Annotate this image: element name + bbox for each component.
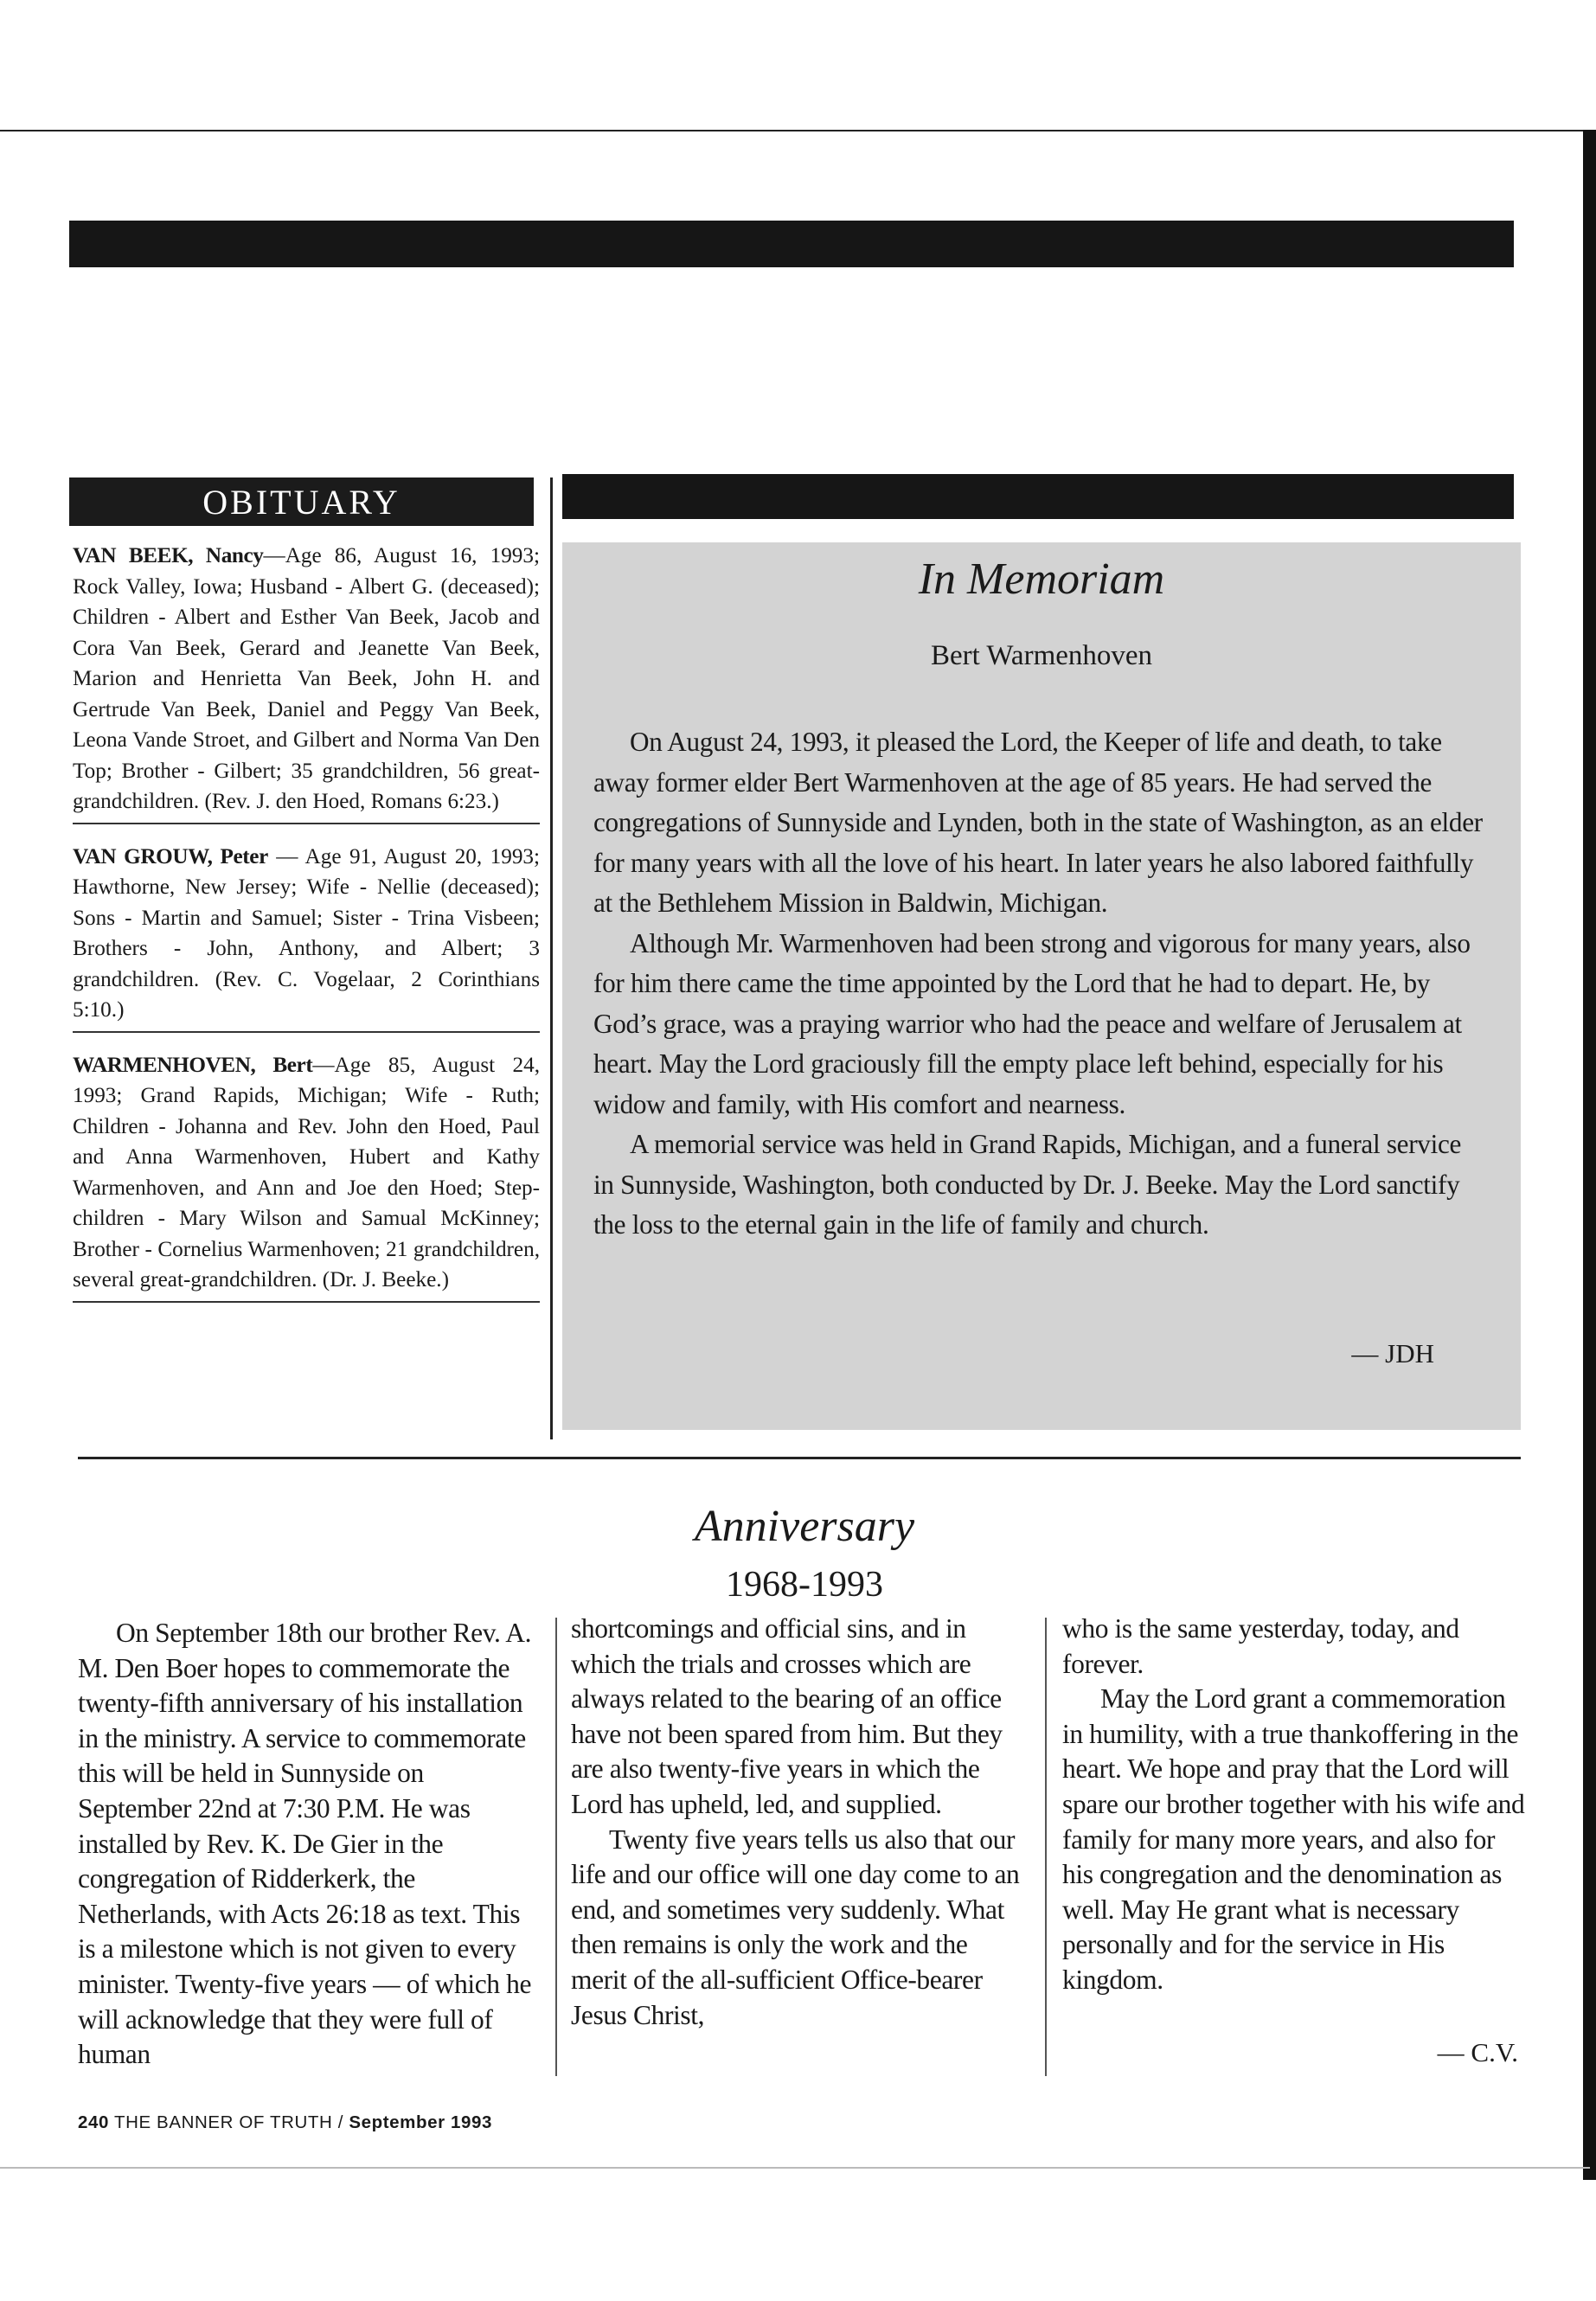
anniversary-paragraph: shortcomings and official sins, and in which the trials and crosses which are always related to the bearing of an office have not been spared from him. But they are also twenty-five years in which the Lord has upheld, led, and supplied. bbox=[571, 1613, 1003, 1819]
memoriam-title: In Memoriam bbox=[918, 554, 1165, 604]
memoriam-paragraph: Although Mr. Warmenhoven had been strong and vigorous for many years, also for him there came the time appointed by the Lord that he had to depart. He, by God’s grace, was a praying warrior who had the peace and welfare of Jerusalem at heart. May the Lord graciously fill the empty place left behind, especially for his widow and family, with His comfort and nearness. bbox=[593, 927, 1471, 1119]
obituary-entry bbox=[73, 541, 540, 824]
obituary-entry bbox=[73, 1050, 540, 1303]
obituary-name: VAN GROUW, Peter bbox=[73, 844, 268, 868]
obituary-entry bbox=[73, 842, 540, 1033]
memoriam-bar bbox=[562, 474, 1514, 519]
page-footer bbox=[78, 2112, 492, 2133]
anniversary-signature: — C.V. bbox=[1437, 2037, 1518, 2067]
anniversary-years: 1968-1993 bbox=[726, 1565, 883, 1605]
column-divider bbox=[1045, 1618, 1047, 2076]
obituary-text: —Age 86, August 16, 1993; Rock Valley, Iowa; Husband - Albert G. (deceased); Children - Albert and Esther Van Beek, Jacob and Cora Van Beek, Gerard and Jeanette Van Beek, Marion and Henrietta Van Beek, John H. and Gertrude Van Beek, Daniel and Peggy Van Beek, Leona Vande Stroet, and Gilbert and Norma Van Den Top; Brother - Gilbert; 35 grandchildren, 56 great-grandchildren. (Rev. J. den Hoed, Romans 6:23.) bbox=[73, 544, 540, 813]
obituary-text: — Age 91, August 20, 1993; Hawthorne, New Jersey; Wife - Nellie (deceased); Sons - Martin and Samuel; Sister - Trina Visbeen; Brothers - John, Anthony, and Albert; 3 grandchildren. (Rev. C. Vogelaar, 2 Corinthians 5:10.) bbox=[73, 844, 541, 1022]
anniversary-paragraph: who is the same yesterday, today, and forever. bbox=[1062, 1613, 1459, 1679]
obituary-header: OBITUARY bbox=[69, 478, 534, 526]
anniversary-paragraph: May the Lord grant a commemoration in humility, with a true thankoffering in the heart. We hope and pray that the Lord will spare our brother together with his wife and family for many more years, and also for his congregation and the denomination as well. May He grant what is necessary personally and for the service in His kingdom. bbox=[1062, 1683, 1525, 1995]
header-bar bbox=[69, 221, 1514, 267]
memoriam-paragraph: On August 24, 1993, it pleased the Lord, the Keeper of life and death, to take away former elder Bert Warmenhoven at the age of 85 years. He had served the congregations of Sunnyside and Lynden, both in the state of Washington, as an elder for many years with all the love of his heart. In later years he also labored faithfully at the Bethlehem Mission in Baldwin, Michigan. bbox=[593, 727, 1483, 918]
anniversary-column-2 bbox=[571, 1612, 1025, 2033]
column-divider bbox=[555, 1618, 557, 2076]
obituary-name: WARMENHOVEN, Bert bbox=[73, 1053, 313, 1077]
section-separator bbox=[78, 1457, 1521, 1459]
anniversary-column-3 bbox=[1062, 1612, 1525, 1998]
page-edge-shadow bbox=[1583, 130, 1596, 2180]
memoriam-body bbox=[593, 722, 1486, 1246]
memoriam-paragraph: A memorial service was held in Grand Rapids, Michigan, and a funeral service in Sunnyside, Washington, both conducted by Dr. J. Beeke. May the Lord sanctify the loss to the eternal gain in the life of family and church. bbox=[593, 1129, 1462, 1240]
top-rule bbox=[0, 130, 1590, 131]
memoriam-signature: — JDH bbox=[1351, 1338, 1434, 1368]
anniversary-paragraph: On September 18th our brother Rev. A. M. Den Boer hopes to commemorate the twenty-fifth anniversary of his installation in the ministry. A service to commemorate this will be held in Sunnyside on September 22nd at 7:30 P.M. He was installed by Rev. K. De Gier in the congregation of Ridderkerk, the Netherlands, with Acts 26:18 as text. This is a milestone which is not given to every minister. Twenty-five years — of which he will acknowledge that they were full of human bbox=[78, 1618, 532, 2070]
obituary-column bbox=[73, 541, 540, 1320]
column-divider bbox=[550, 478, 553, 1439]
anniversary-column-1 bbox=[78, 1616, 541, 2073]
bottom-rule bbox=[0, 2167, 1590, 2169]
anniversary-title: Anniversary bbox=[694, 1502, 915, 1551]
page-number: 240 bbox=[78, 2112, 110, 2132]
anniversary-paragraph: Twenty five years tells us also that our life and our office will one day come to an end, and sometimes very suddenly. What then remains is only the work and the merit of the all-sufficient Office-bearer Jesus Christ, bbox=[571, 1823, 1020, 2030]
obituary-text: —Age 85, August 24, 1993; Grand Rapids, Michigan; Wife - Ruth; Children - Johanna and Rev. John den Hoed, Paul and Anna Warmenhoven, Hubert and Kathy Warmenhoven, and Ann and Joe den Hoed; Step-children - Mary Wilson and Samual McKinney; Brother - Cornelius Warmenhoven; 21 grandchildren, several great-grandchildren. (Dr. J. Beeke.) bbox=[73, 1053, 541, 1292]
obituary-name: VAN BEEK, Nancy bbox=[73, 544, 264, 567]
memoriam-name: Bert Warmenhoven bbox=[930, 640, 1153, 671]
publication-name: THE BANNER OF TRUTH / bbox=[113, 2112, 349, 2132]
issue-date: September 1993 bbox=[349, 2112, 492, 2132]
